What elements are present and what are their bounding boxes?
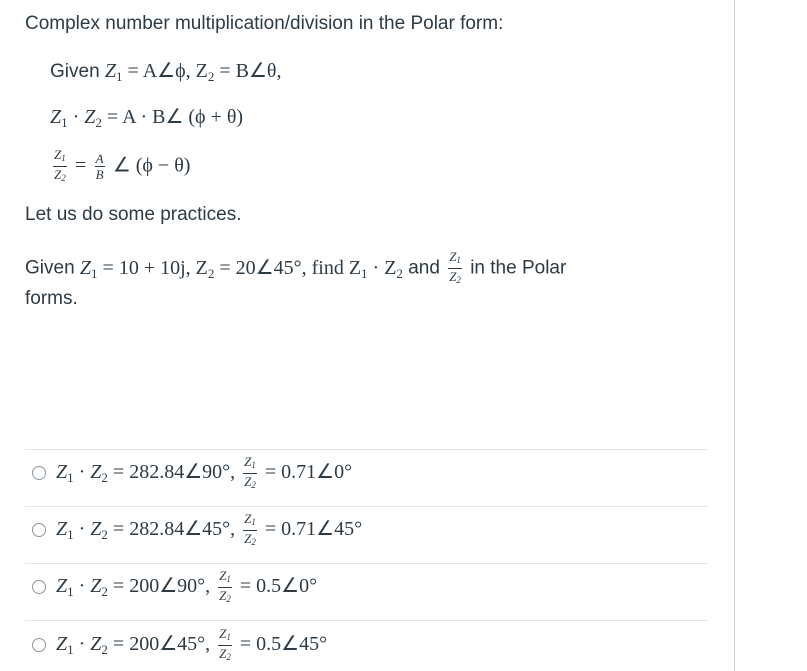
- divider: [25, 449, 708, 450]
- answer-option-3[interactable]: [25, 567, 317, 607]
- divider: [25, 620, 708, 621]
- radio-button[interactable]: [32, 638, 46, 652]
- option-label: $Z_1 \cdot Z_2$ = 282.84∠45°, $\frac{Z_1}{Z_2}$ = 0.71∠45°: [56, 510, 363, 547]
- radio-button[interactable]: [32, 580, 46, 594]
- panel-border: [734, 0, 735, 671]
- option-label: $Z_1 \cdot Z_2$ = 200∠45°, $\frac{Z_1}{Z_2}$ = 0.5∠45°: [56, 625, 328, 662]
- question-text: Given $Z_1 = 10 + 10j$, $Z_2$ = 20∠45°, find $Z_1 \cdot Z_2$ and $\frac{Z_1}{Z_2}$ in the Polar: [25, 249, 567, 285]
- option-label: $Z_1 \cdot Z_2$ = 200∠90°, $\frac{Z_1}{Z_2}$ = 0.5∠0°: [56, 567, 318, 604]
- answer-option-4[interactable]: [25, 625, 327, 665]
- divider: [25, 506, 708, 507]
- formula-multiplication: $Z_1 \cdot Z_2 = A$ · B∠ (ϕ + θ): [50, 106, 244, 130]
- answer-option-1[interactable]: [25, 453, 352, 493]
- formula-given: Given $Z_1$ = A∠ϕ, $Z_2$ = B∠θ,: [50, 60, 282, 84]
- answer-option-2[interactable]: [25, 510, 362, 550]
- formula-division: $\frac{Z_1}{Z_2}$ = $\frac{A}{B}$ ∠ (ϕ − θ): [54, 147, 191, 183]
- divider: [25, 563, 708, 564]
- question-text-cont: forms.: [25, 288, 78, 309]
- option-label: $Z_1 \cdot Z_2$ = 282.84∠90°, $\frac{Z_1}{Z_2}$ = 0.71∠0°: [56, 453, 353, 490]
- practice-intro: Let us do some practices.: [25, 204, 242, 225]
- section-heading: Complex number multiplication/division in the Polar form:: [25, 13, 504, 34]
- radio-button[interactable]: [32, 523, 46, 537]
- radio-button[interactable]: [32, 466, 46, 480]
- given-label: Given: [50, 61, 100, 82]
